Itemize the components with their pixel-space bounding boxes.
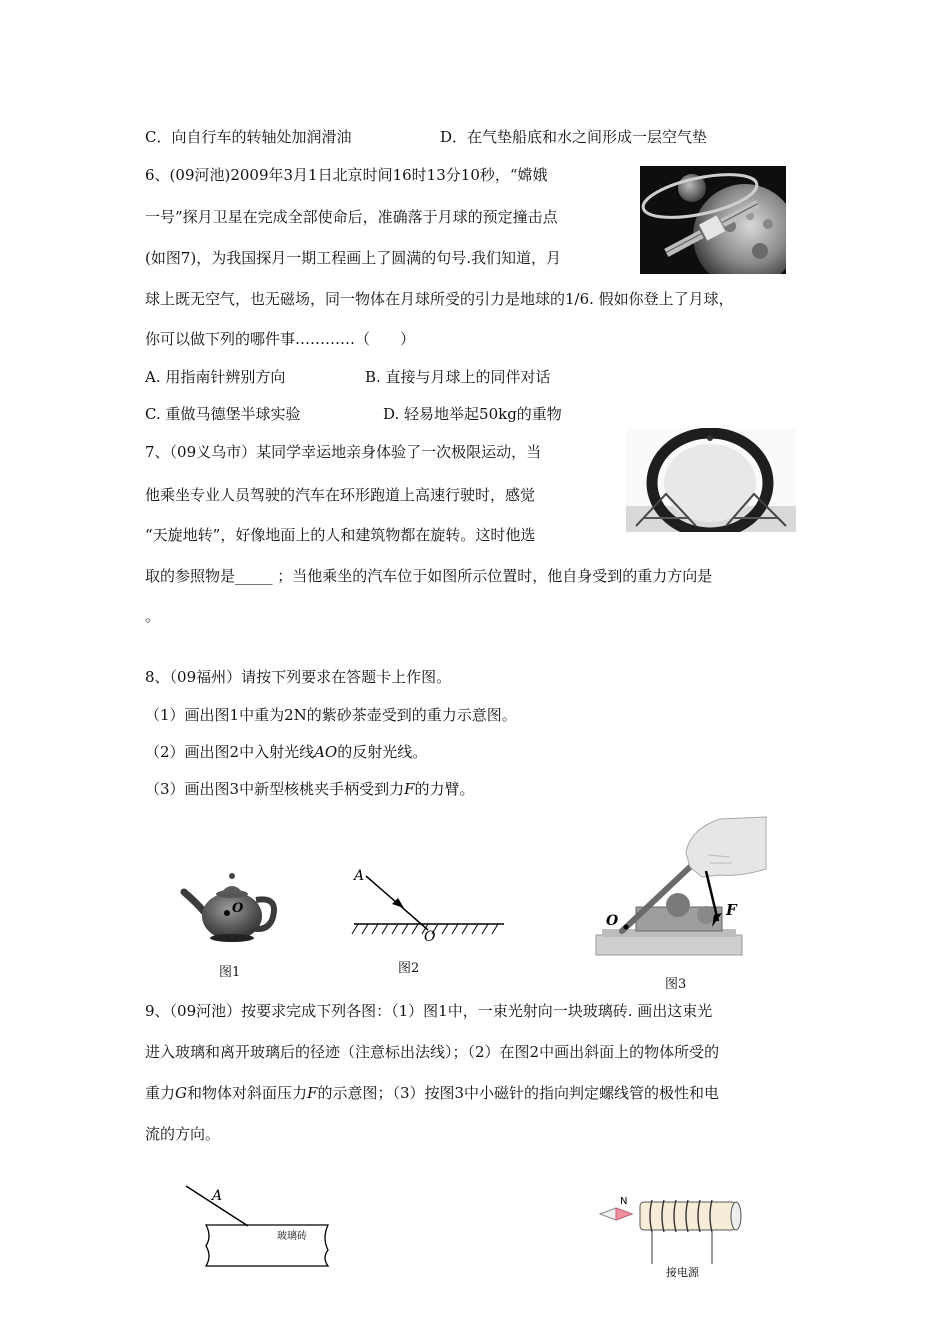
q6-line-4: 球上既无空气，也无磁场，同一物体在月球所受的引力是地球的1/6. 假如你登上了月球， (145, 290, 734, 308)
fig2-caption: 图2 (398, 961, 420, 976)
q6-option-a: A. 用指南针辨别方向 (145, 368, 286, 386)
q5-option-c: C．向自行车的转轴处加润滑油 (145, 128, 352, 146)
mirror-figure (348, 862, 508, 942)
nutcracker-figure (590, 815, 770, 960)
loop-track-photo (626, 428, 796, 532)
q7-line-2: 他乘坐专业人员驾驶的汽车在环形跑道上高速行驶时，感觉 (145, 486, 536, 504)
compass-label-n: N (620, 1196, 628, 1207)
q9-line-4: 流的方向。 (145, 1125, 221, 1143)
q6-line-1: 6、(09河池)2009年3月1日北京时间16时13分10秒，“嫦娥 (145, 166, 548, 184)
glass-brick-label: 玻璃砖 (277, 1231, 307, 1242)
teapot-label-o: O (232, 901, 244, 916)
q9-line-2: 进入玻璃和离开玻璃后的径迹（注意标出法线）；（2）在图2中画出斜面上的物体所受的 (145, 1043, 720, 1061)
q7-line-5: 。 (145, 607, 161, 625)
q8-item-3: （3）画出图3中新型核桃夹手柄受到力F的力臂。 (145, 780, 475, 798)
solenoid-figure (594, 1188, 754, 1284)
nutcracker-label-f: F (726, 901, 737, 919)
glass-brick-figure (176, 1180, 336, 1272)
mirror-label-a: A (354, 868, 365, 884)
q7-line-4: 取的参照物是_____ ；当他乘坐的汽车位于如图所示位置时，他自身受到的重力方向是 (145, 567, 713, 585)
mirror-label-o: O (424, 929, 436, 942)
q6-line-3: (如图7)，为我国探月一期工程画上了圆满的句号.我们知道，月 (145, 249, 562, 267)
q7-line-1: 7、（09义乌市）某同学幸运地亲身体验了一次极限运动，当 (145, 443, 542, 461)
fig3-caption: 图3 (665, 977, 687, 992)
glass-label-a: A (212, 1188, 223, 1204)
power-source-label: 接电源 (666, 1266, 699, 1279)
q6-line-2: 一号”探月卫星在完成全部使命后，准确落于月球的预定撞击点 (145, 208, 558, 226)
q8-item-2: （2）画出图2中入射光线AO的反射光线。 (145, 743, 428, 761)
q6-line-5: 你可以做下列的哪件事…………（ ） (145, 330, 416, 348)
q7-line-3: “天旋地转”，好像地面上的人和建筑物都在旋转。这时他选 (145, 526, 536, 544)
q6-option-b: B. 直接与月球上的同伴对话 (365, 368, 551, 386)
q8-item-1: （1）画出图1中重为2N的紫砂茶壶受到的重力示意图。 (145, 706, 517, 724)
nutcracker-label-o: O (606, 913, 619, 929)
fig1-caption: 图1 (219, 965, 241, 980)
q5-option-d: D．在气垫船底和水之间形成一层空气垫 (440, 128, 708, 146)
lunar-probe-photo (640, 166, 786, 274)
q6-option-d: D. 轻易地举起50kg的重物 (383, 405, 562, 423)
q9-line-3: 重力G和物体对斜面压力F的示意图；（3）按图3中小磁针的指向判定螺线管的极性和电 (145, 1084, 720, 1102)
q9-line-1: 9、（09河池）按要求完成下列各图：（1）图1中，一束光射向一块玻璃砖. 画出这束光 (145, 1002, 713, 1020)
q6-option-c: C. 重做马德堡半球实验 (145, 405, 301, 423)
teapot-figure (176, 862, 286, 944)
q8-line-1: 8、（09福州）请按下列要求在答题卡上作图。 (145, 668, 452, 686)
